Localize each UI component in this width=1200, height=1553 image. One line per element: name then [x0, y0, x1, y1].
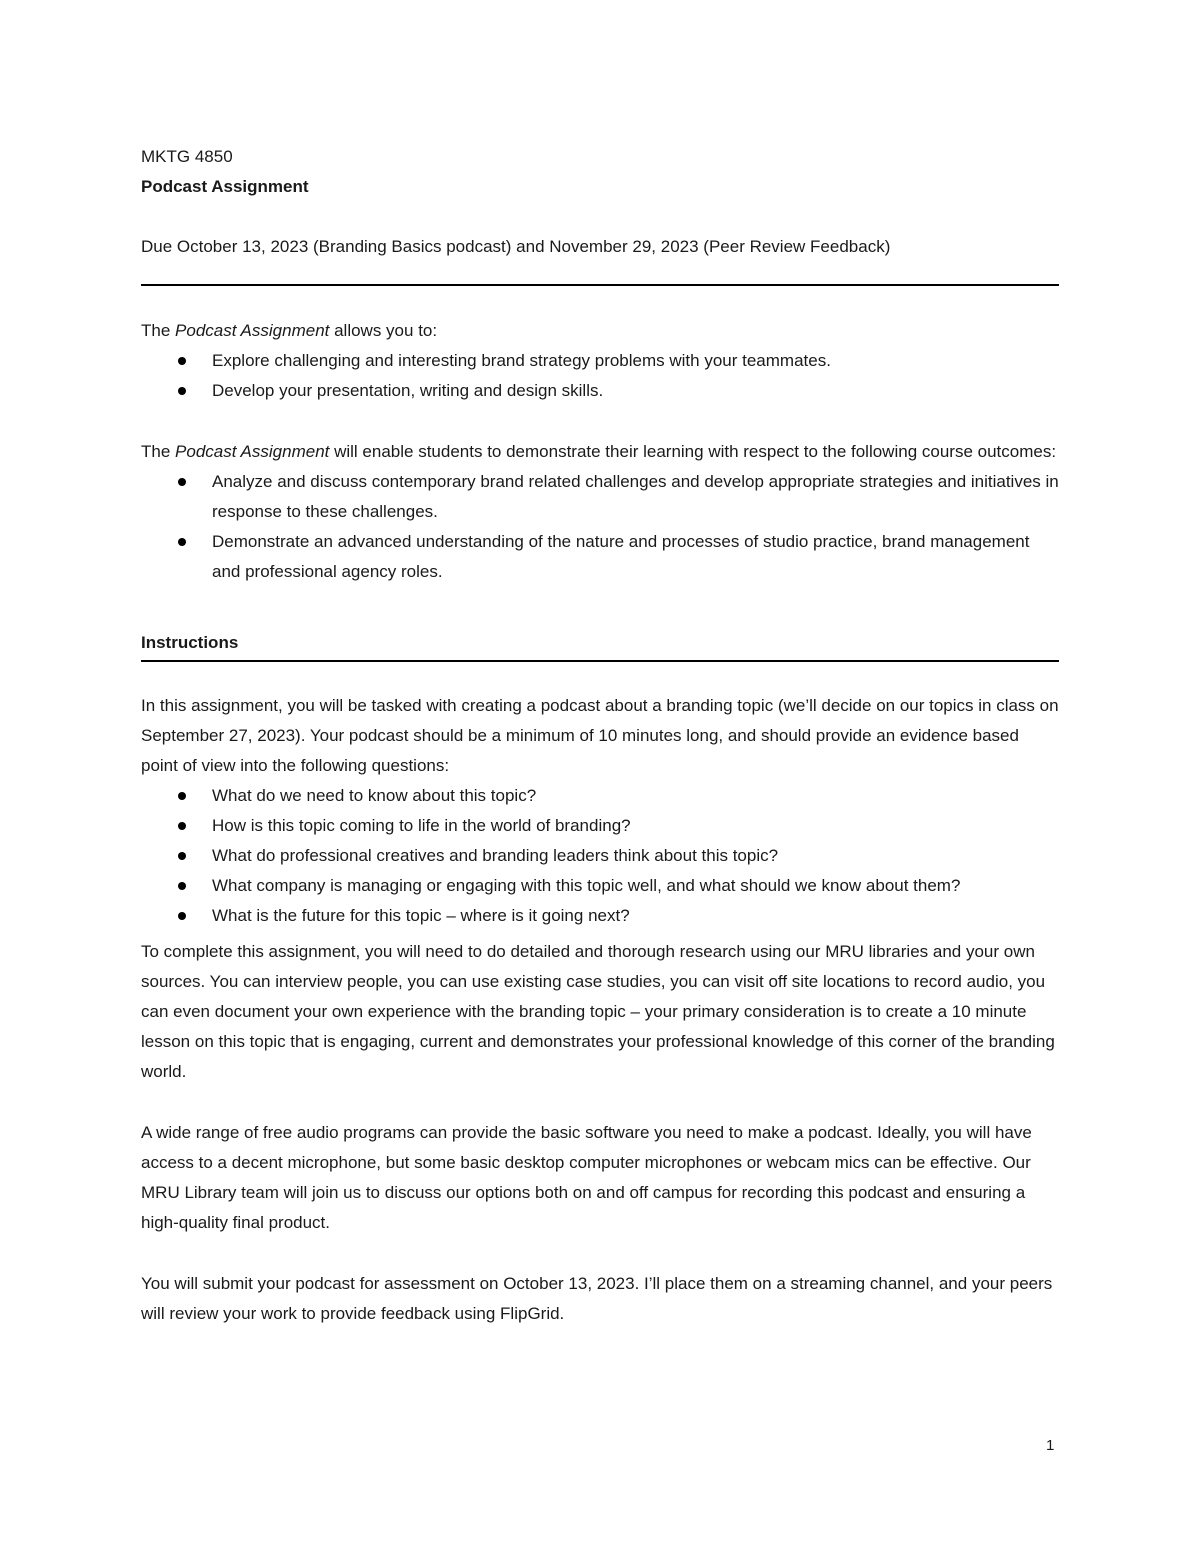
outcomes-emphasis: Podcast Assignment: [175, 442, 330, 461]
intro-suffix: allows you to:: [329, 321, 438, 340]
outcomes-suffix: will enable students to demonstrate their learning with respect to the following course outcomes:: [329, 442, 1057, 461]
page-number: 1: [1046, 1437, 1055, 1454]
bullet-icon: [178, 387, 186, 395]
bullet-icon: [178, 538, 186, 546]
questions-bullet-list: [141, 781, 1059, 931]
list-item-text: What do professional creatives and branding leaders think about this topic?: [212, 846, 779, 865]
list-item: [141, 811, 1059, 841]
list-item-text: What company is managing or engaging with this topic well, and what should we know about them?: [212, 876, 961, 895]
header-divider: [141, 284, 1059, 286]
intro-prefix: The: [141, 321, 176, 340]
list-item-text: How is this topic coming to life in the world of branding?: [212, 816, 631, 835]
list-item-text: Demonstrate an advanced understanding of the nature and processes of studio practice, brand management and professional agency roles.: [212, 532, 1030, 581]
bullet-icon: [178, 912, 186, 920]
list-item: [141, 841, 1059, 871]
list-item: [141, 346, 1059, 376]
list-item: [141, 781, 1059, 811]
list-item-text: What do we need to know about this topic?: [212, 786, 537, 805]
instructions-paragraph-2: To complete this assignment, you will need to do detailed and thorough research using our MRU libraries and your own sources. You can interview people, you can use existing case studies, you can visit off site locations to record audio, you can even document your own experience with the branding topic – your primary consideration is to create a 10 minute lesson on this topic that is engaging, current and demonstrates your professional knowledge of this corner of the branding world.: [141, 942, 1055, 1081]
bullet-icon: [178, 882, 186, 890]
instructions-paragraph-4: You will submit your podcast for assessment on October 13, 2023. I’ll place them on a streaming channel, and your peers will review your work to provide feedback using FlipGrid.: [141, 1274, 1053, 1323]
instructions-heading: Instructions: [141, 633, 239, 652]
instructions-paragraph-1: In this assignment, you will be tasked with creating a podcast about a branding topic (we’ll decide on our topics in class on September 27, 2023). Your podcast should be a minimum of 10 minutes long, and should provide an evidence based point of view into the following questions:: [141, 696, 1059, 775]
list-item: [141, 871, 1059, 901]
page-content: [141, 142, 1059, 1329]
bullet-icon: [178, 822, 186, 830]
bullet-icon: [178, 792, 186, 800]
intro-bullet-list: [141, 346, 1059, 406]
instructions-divider: [141, 660, 1059, 662]
due-dates: Due October 13, 2023 (Branding Basics podcast) and November 29, 2023 (Peer Review Feedback): [141, 237, 891, 256]
outcomes-sentence: [141, 437, 1059, 467]
list-item-text: What is the future for this topic – where is it going next?: [212, 906, 630, 925]
list-item: [141, 467, 1059, 527]
intro-emphasis: Podcast Assignment: [175, 321, 330, 340]
list-item: [141, 527, 1059, 587]
outcomes-bullet-list: [141, 467, 1059, 587]
list-item: [141, 376, 1059, 406]
course-code: MKTG 4850: [141, 147, 233, 166]
intro-sentence: [141, 316, 1059, 346]
bullet-icon: [178, 478, 186, 486]
list-item-text: Develop your presentation, writing and design skills.: [212, 381, 604, 400]
bullet-icon: [178, 357, 186, 365]
list-item-text: Analyze and discuss contemporary brand related challenges and develop appropriate strategies and initiatives in response to these challenges.: [212, 472, 1059, 521]
document-title: Podcast Assignment: [141, 177, 309, 196]
bullet-icon: [178, 852, 186, 860]
outcomes-prefix: The: [141, 442, 176, 461]
instructions-paragraph-3: A wide range of free audio programs can provide the basic software you need to make a podcast. Ideally, you will have access to a decent microphone, but some basic desktop computer microphones or webcam mics can be effective. Our MRU Library team will join us to discuss our options both on and off campus for recording this podcast and ensuring a high-quality final product.: [141, 1123, 1032, 1232]
list-item: [141, 901, 1059, 931]
list-item-text: Explore challenging and interesting brand strategy problems with your teammates.: [212, 351, 831, 370]
